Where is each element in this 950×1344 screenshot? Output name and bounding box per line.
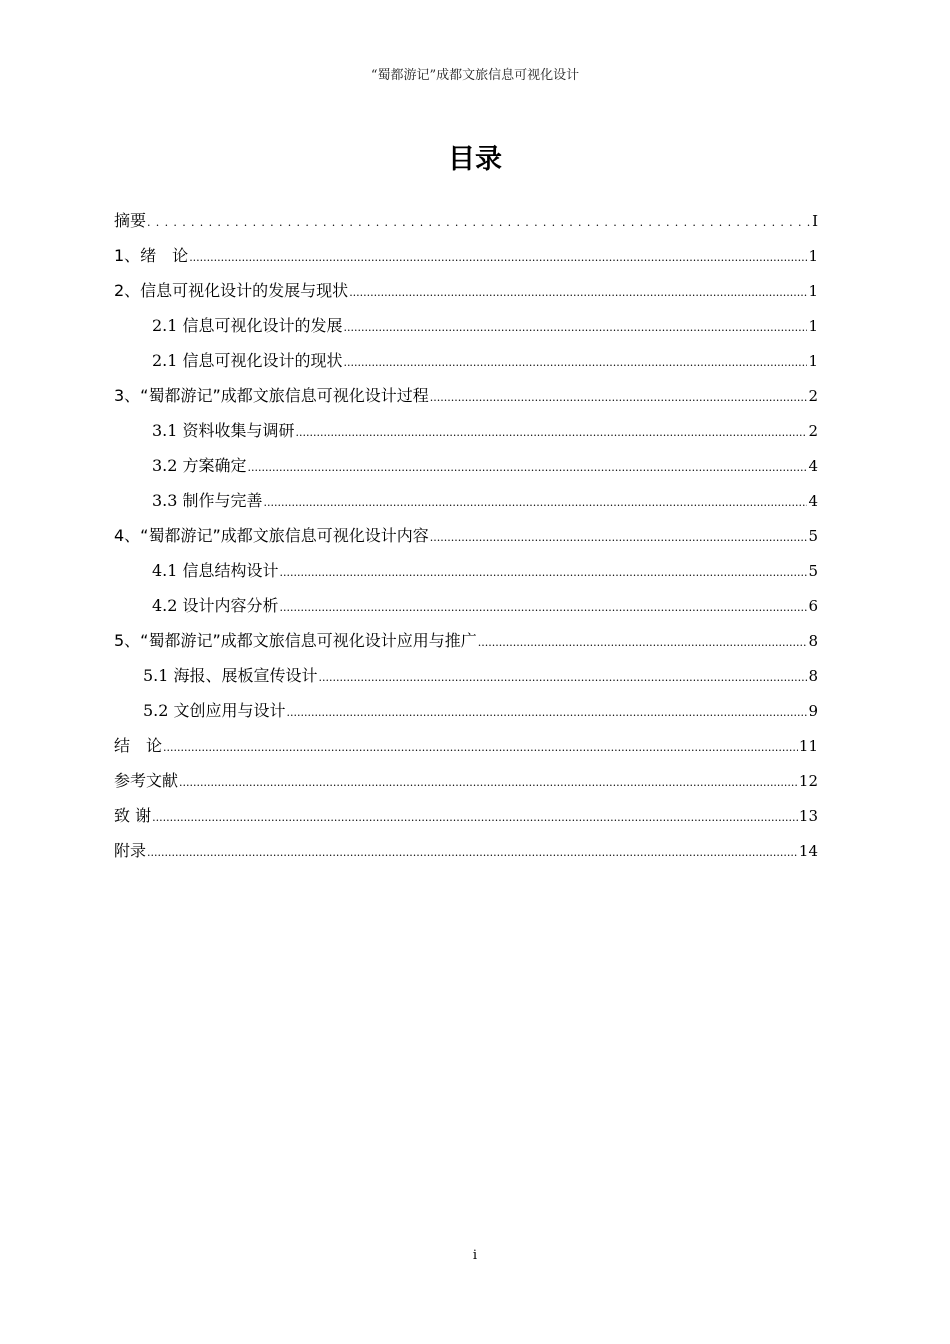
dot-leader — [280, 590, 808, 625]
toc-entry-section-3-2[interactable] — [114, 448, 818, 483]
toc-entry-page: 5 — [808, 562, 818, 580]
dot-leader — [147, 835, 798, 870]
toc-entry-section-5-2[interactable] — [114, 693, 818, 728]
toc-entry-page: 13 — [798, 807, 818, 825]
dot-leader — [319, 660, 808, 695]
toc-entry-label: 2、信息可视化设计的发展与现状 — [114, 281, 349, 300]
toc-entry-label: 摘要 — [114, 211, 147, 230]
dot-leader — [287, 695, 808, 730]
dot-leader — [478, 625, 808, 660]
toc-entry-page: 4 — [808, 492, 818, 510]
toc-entry-chapter-2[interactable] — [114, 273, 818, 308]
toc-entry-label: 致 谢 — [114, 806, 152, 825]
toc-entry-page: 5 — [808, 527, 818, 545]
toc-entry-label: 2.1 信息可视化设计的发展 — [152, 316, 343, 335]
toc-entry-label: 4.1 信息结构设计 — [152, 561, 279, 580]
running-header: “蜀都游记”成都文旅信息可视化设计 — [370, 68, 580, 83]
toc-entry-acknowledgements[interactable] — [114, 798, 818, 833]
toc-entry-label: 附录 — [114, 841, 147, 860]
toc-entry-page: 12 — [798, 772, 818, 790]
dot-leader — [296, 415, 808, 450]
dot-leader — [152, 800, 798, 835]
toc-entry-label: 4、“蜀都游记”成都文旅信息可视化设计内容 — [114, 526, 429, 545]
toc-entry-page: 8 — [808, 667, 818, 685]
toc-entry-label: 4.2 设计内容分析 — [152, 596, 279, 615]
toc-entry-references[interactable] — [114, 763, 818, 798]
dot-leader — [189, 240, 807, 275]
toc-entry-introduction[interactable] — [114, 238, 818, 273]
dot-leader — [280, 555, 808, 590]
toc-entry-label: 1、绪 论 — [114, 246, 189, 265]
dot-leader — [248, 450, 808, 485]
toc-entry-page: 4 — [808, 457, 818, 475]
dot-leader — [430, 520, 808, 555]
toc-entry-page: 11 — [798, 737, 818, 755]
toc-entry-page: 8 — [808, 632, 818, 650]
toc-entry-chapter-3[interactable] — [114, 378, 818, 413]
toc-entry-abstract[interactable] — [114, 203, 818, 238]
toc-entry-label: 3、“蜀都游记”成都文旅信息可视化设计过程 — [114, 386, 429, 405]
toc-title: 目录 — [448, 144, 502, 175]
table-of-contents — [114, 203, 818, 868]
dot-leader — [264, 485, 808, 520]
toc-entry-page: 1 — [808, 282, 818, 300]
toc-entry-chapter-4[interactable] — [114, 518, 818, 553]
toc-entry-page: 6 — [808, 597, 818, 615]
toc-entry-page: 2 — [808, 422, 818, 440]
toc-entry-label: 5、“蜀都游记”成都文旅信息可视化设计应用与推广 — [114, 631, 477, 650]
toc-entry-section-5-1[interactable] — [114, 658, 818, 693]
toc-entry-section-4-2[interactable] — [114, 588, 818, 623]
toc-entry-page: 14 — [798, 842, 818, 860]
dot-leader — [344, 345, 808, 380]
toc-entry-page: 2 — [808, 387, 818, 405]
dot-leader — [349, 275, 807, 310]
dot-leader — [430, 380, 808, 415]
dot-leader — [163, 730, 798, 765]
dot-leader — [179, 765, 798, 800]
toc-entry-label: 3.3 制作与完善 — [152, 491, 263, 510]
toc-entry-label: 5.2 文创应用与设计 — [143, 701, 286, 720]
toc-entry-page: 1 — [808, 317, 818, 335]
toc-entry-label: 结 论 — [114, 736, 163, 755]
toc-entry-conclusion[interactable] — [114, 728, 818, 763]
toc-entry-section-2-1b[interactable] — [114, 343, 818, 378]
dot-leader — [344, 310, 808, 345]
toc-entry-label: 5.1 海报、展板宣传设计 — [143, 666, 318, 685]
toc-entry-section-3-3[interactable] — [114, 483, 818, 518]
toc-entry-label: 3.2 方案确定 — [152, 456, 247, 475]
toc-entry-page: 1 — [808, 352, 818, 370]
toc-entry-section-4-1[interactable] — [114, 553, 818, 588]
toc-entry-section-3-1[interactable] — [114, 413, 818, 448]
toc-entry-label: 3.1 资料收集与调研 — [152, 421, 295, 440]
toc-entry-chapter-5[interactable] — [114, 623, 818, 658]
toc-entry-page: I — [812, 212, 818, 230]
toc-entry-page: 9 — [808, 702, 818, 720]
page-number: i — [472, 1248, 478, 1263]
toc-entry-label: 参考文献 — [114, 771, 179, 790]
toc-entry-section-2-1a[interactable] — [114, 308, 818, 343]
dot-leader — [147, 205, 811, 240]
toc-entry-label: 2.1 信息可视化设计的现状 — [152, 351, 343, 370]
toc-entry-appendix[interactable] — [114, 833, 818, 868]
toc-entry-page: 1 — [808, 247, 818, 265]
